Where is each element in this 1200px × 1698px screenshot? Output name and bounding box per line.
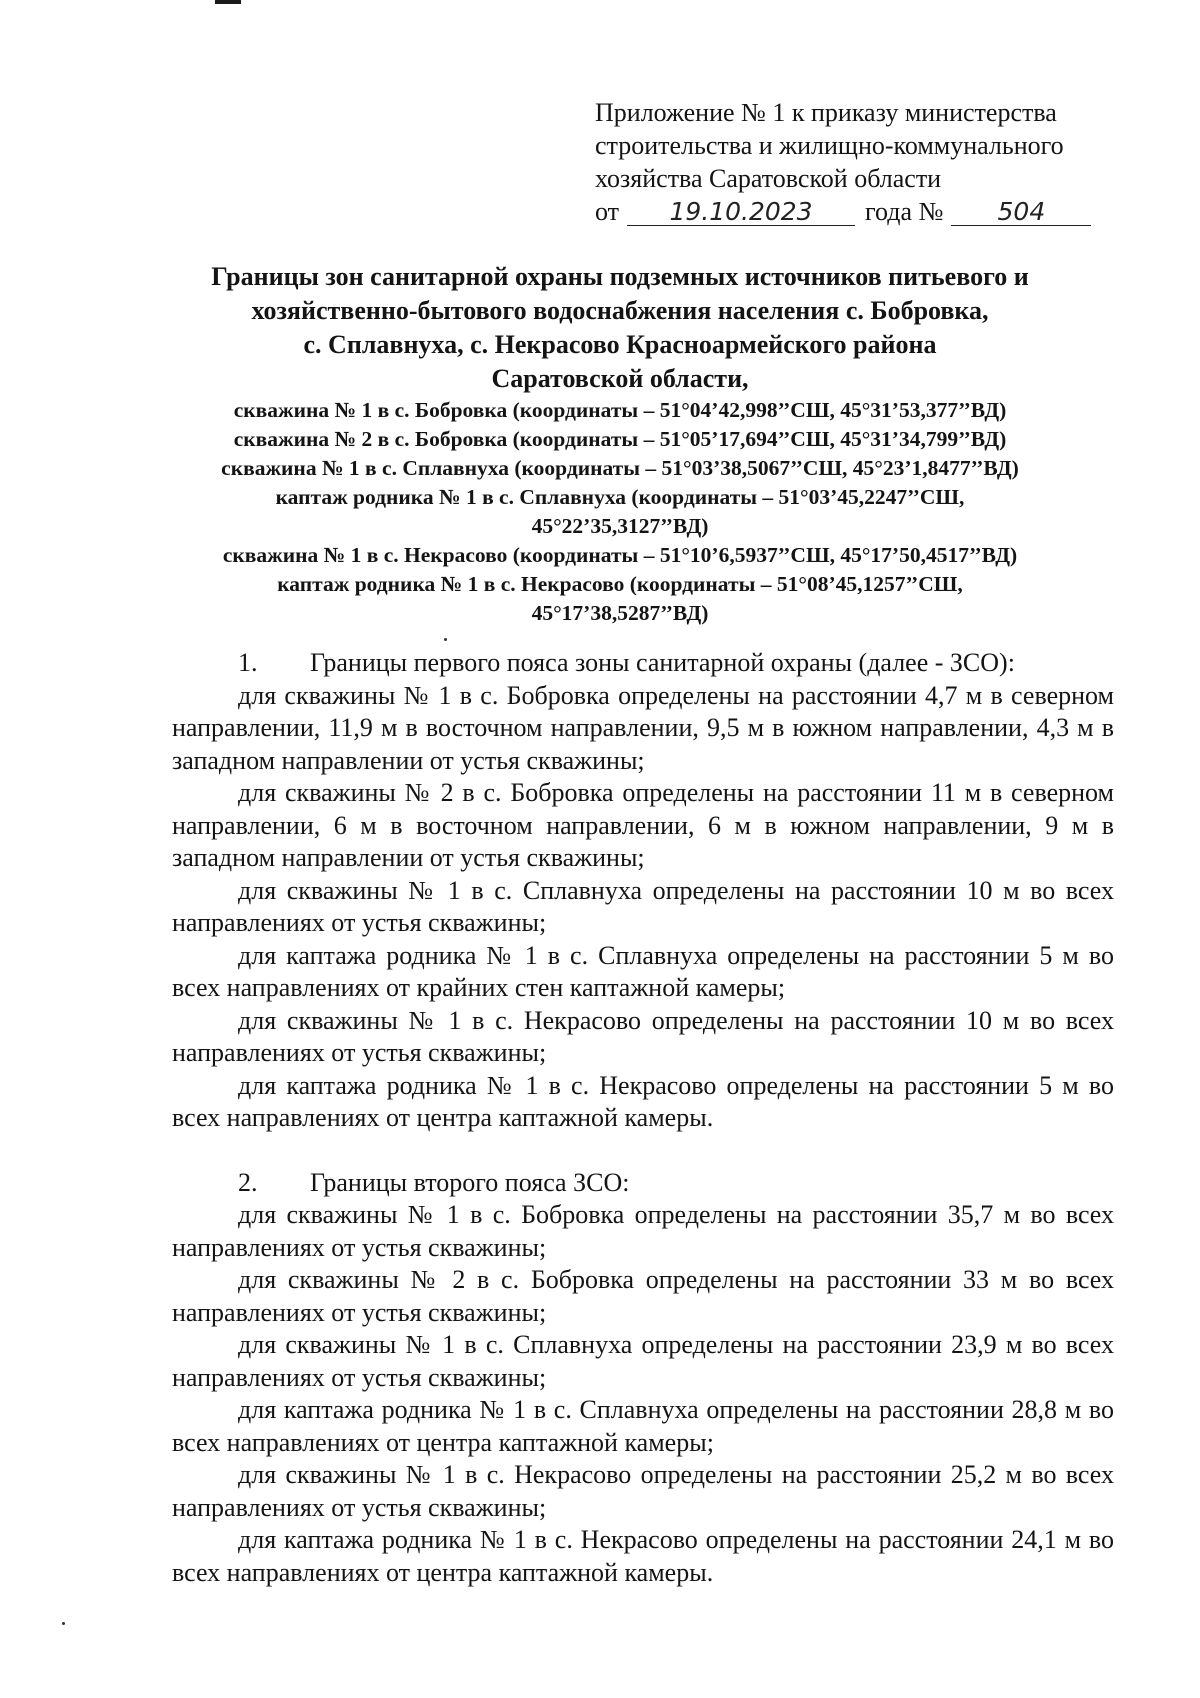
section-item: для скважины № 1 в с. Бобровка определены на расстоянии 35,7 м во всех направлениях от устья скважины; [172, 1200, 1114, 1262]
scan-speck [62, 1622, 65, 1625]
header-line: строительства и жилищно-коммунального [595, 131, 1064, 160]
section-item: для каптажа родника № 1 в с. Некрасово определены на расстоянии 5 м во всех направлениях от центра каптажной камеры. [172, 1070, 1114, 1132]
section-item: для скважины № 1 в с. Некрасово определены на расстоянии 25,2 м во всех направлениях от устья скважины; [172, 1460, 1114, 1522]
well-coordinates: каптаж родника № 1 в с. Некрасово (координаты – 51°08’45,1257’’СШ, [277, 572, 963, 596]
header-line: хозяйства Саратовской области [595, 164, 942, 193]
section-item: для каптажа родника № 1 в с. Сплавнуха определены на расстоянии 28,8 м во всех направлениях от центра каптажной камеры; [172, 1395, 1114, 1457]
section-heading-text: Границы второго пояса ЗСО: [310, 1167, 630, 1197]
well-coordinates: скважина № 1 в с. Некрасово (координаты – 51°10’6,5937’’СШ, 45°17’50,4517’’ВД) [222, 543, 1018, 567]
section-item: для скважины № 1 в с. Сплавнуха определены на расстоянии 23,9 м во всех направлениях от устья скважины; [172, 1330, 1114, 1392]
scan-mark [215, 0, 241, 4]
document-title [100, 260, 1140, 628]
well-coordinates: скважина № 1 в с. Бобровка (координаты – 51°04’42,998’’СШ, 45°31’53,377’’ВД) [233, 398, 1007, 422]
title-line: хозяйственно-бытового водоснабжения населения с. Бобровка, [251, 296, 989, 325]
handwritten-date: 19.10.2023 [627, 201, 855, 226]
title-line: Саратовской области, [491, 364, 749, 393]
from-label: от [595, 197, 620, 226]
section-item: для скважины № 1 в с. Бобровка определены на расстоянии 4,7 м в северном направлении, 11,9 м в восточном направлении, 9,5 м в южном направлении, 4,3 м в западном направлении от устья скважины; [172, 680, 1114, 775]
year-number-label: года № [865, 197, 944, 226]
section-item: для каптажа родника № 1 в с. Некрасово определены на расстоянии 24,1 м во всех направлениях от центра каптажной камеры. [172, 1525, 1114, 1587]
title-line: Границы зон санитарной охраны подземных источников питьевого и [211, 262, 1029, 291]
section-number: 1. [238, 648, 258, 677]
header-line: Приложение № 1 к приказу министерства [595, 98, 1057, 127]
title-line: с. Сплавнуха, с. Некрасово Красноармейского района [303, 330, 937, 359]
appendix-header [595, 96, 1155, 228]
well-coordinates: 45°22’35,3127’’ВД) [531, 514, 709, 538]
well-coordinates: 45°17’38,5287’’ВД) [531, 601, 709, 625]
document-body [172, 647, 1114, 1589]
well-coordinates: скважина № 2 в с. Бобровка (координаты – 51°05’17,694’’СШ, 45°31’34,799’’ВД) [233, 427, 1007, 451]
section-item: для скважины № 2 в с. Бобровка определены на расстоянии 33 м во всех направлениях от устья скважины; [172, 1265, 1114, 1327]
scan-speck [444, 638, 447, 641]
section-item: для каптажа родника № 1 в с. Сплавнуха определены на расстоянии 5 м во всех направлениях от крайних стен каптажной камеры; [172, 940, 1114, 1002]
section-heading [172, 647, 1114, 680]
well-coordinates: скважина № 1 в с. Сплавнуха (координаты – 51°03’38,5067’’СШ, 45°23’1,8477’’ВД) [221, 456, 1019, 480]
section-heading [172, 1167, 1114, 1200]
section-heading-text: Границы первого пояса зоны санитарной охраны (далее - ЗСО): [310, 648, 1015, 677]
header-date-line [595, 195, 1155, 228]
section-item: для скважины № 1 в с. Сплавнуха определены на расстоянии 10 м во всех направлениях от устья скважины; [172, 875, 1114, 937]
section-item: для скважины № 1 в с. Некрасово определены на расстоянии 10 м во всех направлениях от устья скважины; [172, 1005, 1114, 1067]
section-spacer [172, 1135, 1114, 1167]
section-number: 2. [238, 1167, 258, 1197]
handwritten-order-number: 504 [951, 201, 1091, 226]
well-coordinates: каптаж родника № 1 в с. Сплавнуха (координаты – 51°03’45,2247’’СШ, [275, 485, 965, 509]
section-item: для скважины № 2 в с. Бобровка определены на расстоянии 11 м в северном направлении, 6 м в восточном направлении, 6 м в южном направлении, 9 м в западном направлении от устья скважины; [172, 778, 1114, 872]
